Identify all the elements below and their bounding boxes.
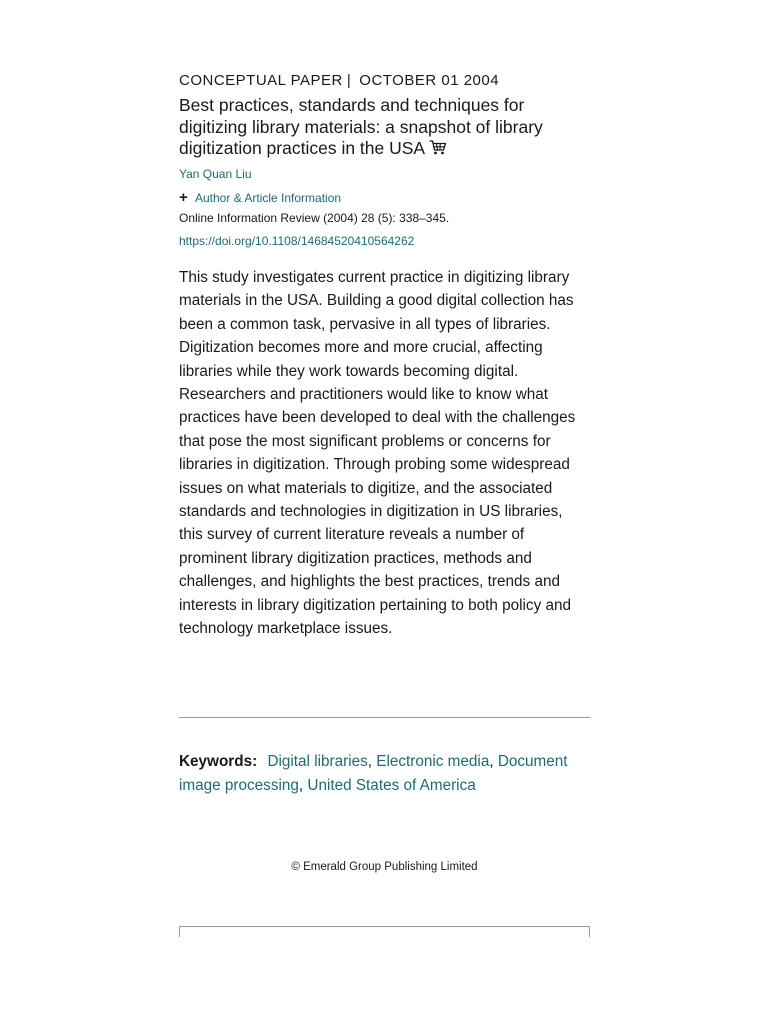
author-article-info-label: Author & Article Information — [195, 191, 342, 205]
copyright: © Emerald Group Publishing Limited — [291, 861, 478, 873]
keyword-link[interactable]: Electronic media — [376, 753, 490, 770]
meta-separator: | — [346, 72, 352, 89]
article-meta — [179, 72, 499, 89]
citation: Online Information Review (2004) 28 (5): 338–345. — [179, 211, 450, 225]
shopping-cart-icon[interactable] — [429, 139, 447, 162]
keyword-link[interactable]: Digital libraries — [267, 753, 368, 770]
plus-icon: + — [179, 189, 188, 206]
divider — [179, 717, 590, 718]
keyword-link[interactable]: United States of America — [307, 776, 476, 794]
abstract: This study investigates current practice in digitizing library materials in the USA. Building a good digital collection has been a common task, pervasive in all types of libraries. Digitization becomes more and more crucial, affecting libraries while they work towards becoming digital. Researchers and practitioners would like to know what practices have been developed to deal with the challenges that pose the most significant problems or concerns for libraries in digitization. Through probing some widespread issues on what materials to digitize, and the associated standards and technologies in digitization in US libraries, this survey of current literature reveals a number of prominent library digitization practices, methods and challenges, and highlights the best practices, trends and interests in library digitization pertaining to both policy and technology marketplace issues. — [179, 269, 576, 638]
author-link[interactable]: Yan Quan Liu — [179, 167, 252, 181]
publication-date: OCTOBER 01 2004 — [359, 72, 500, 89]
article-title — [179, 95, 590, 162]
article-type: CONCEPTUAL PAPER — [179, 72, 343, 89]
doi-link[interactable]: https://doi.org/10.1108/14684520410564262 — [179, 234, 415, 248]
bottom-panel-edge — [179, 926, 590, 937]
keywords-label: Keywords: — [179, 753, 258, 770]
article-title-text: Best practices, standards and techniques for digitizing library materials: a snapshot of library digitization practices in the USA — [179, 95, 543, 158]
keywords-section: Keywords: Digital libraries, Electronic media, Document image processing, United States of America — [179, 753, 568, 794]
author-article-info-toggle[interactable] — [179, 191, 341, 205]
keyword-link[interactable]: Document image processing — [179, 753, 568, 794]
